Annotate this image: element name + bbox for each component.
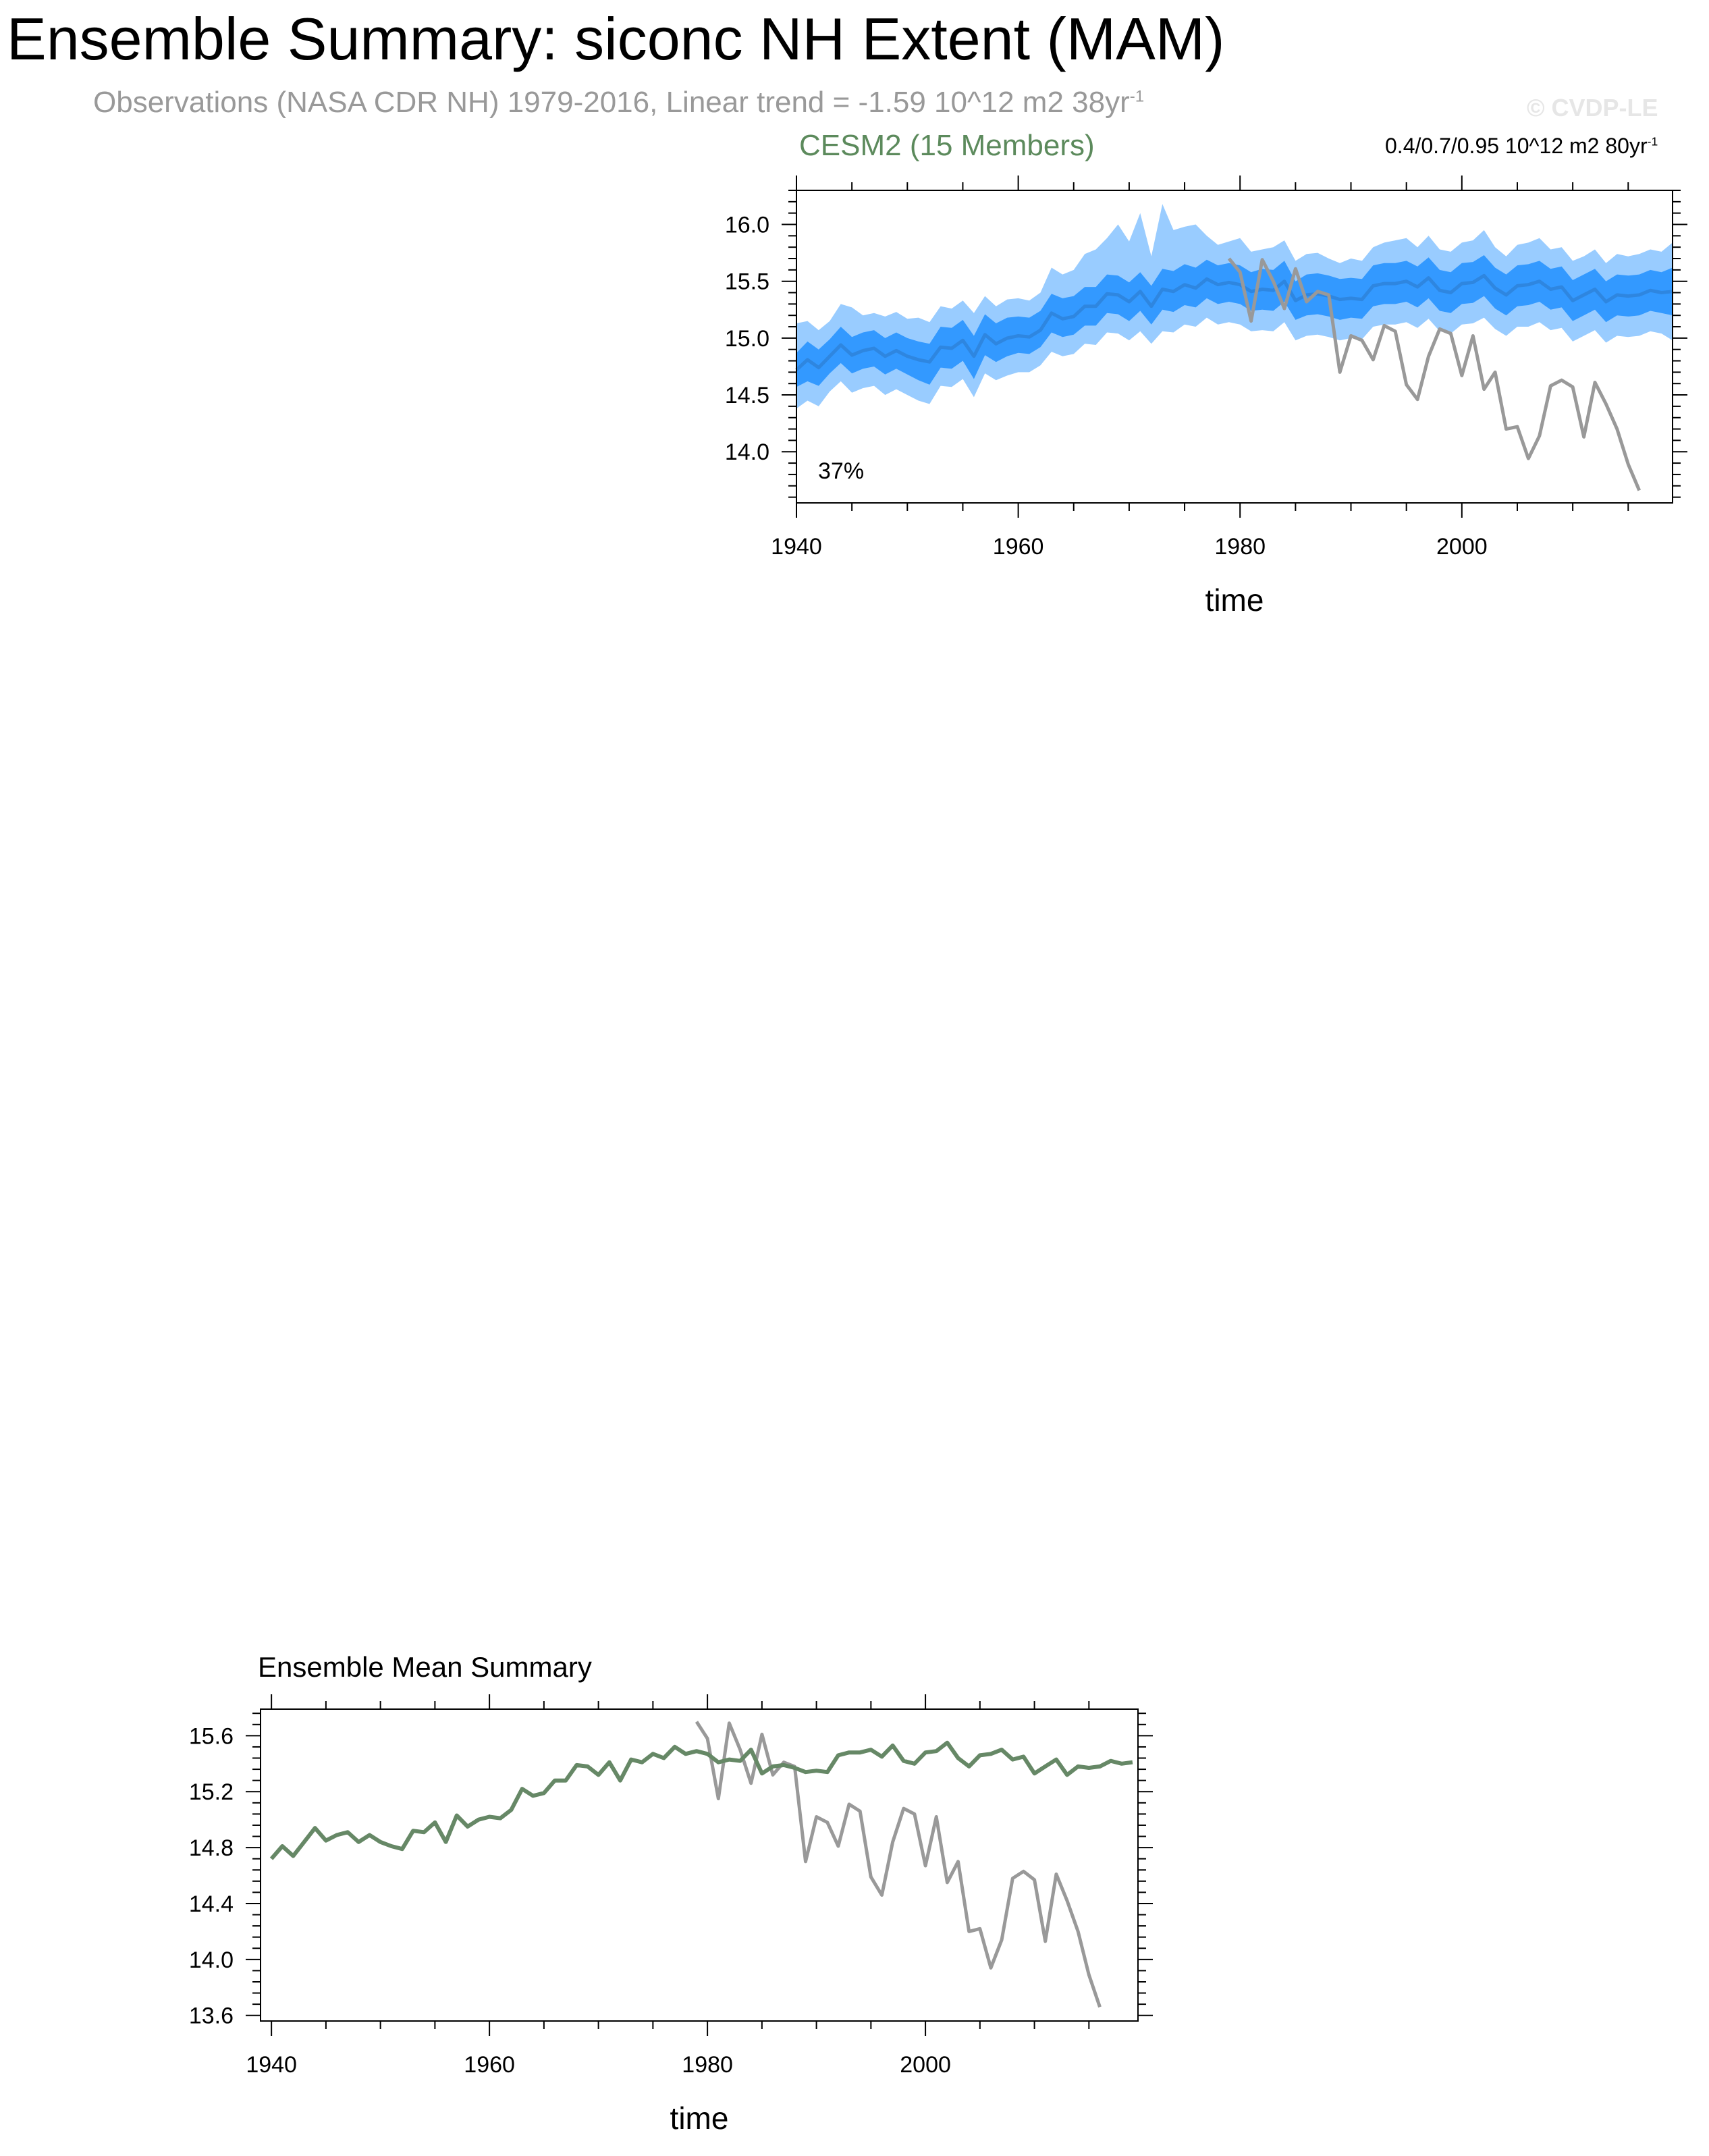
chart2-x-tick-label: 2000 xyxy=(900,2052,951,2078)
chart1-x-axis-title: time xyxy=(1205,583,1264,618)
chart1-y-tick-label: 15.5 xyxy=(724,269,769,295)
percentage-annotation: 37% xyxy=(818,458,865,484)
chart2-y-tick-label: 14.0 xyxy=(188,1947,234,1973)
model-spread-chart xyxy=(725,176,1687,618)
chart2-x-tick-label: 1940 xyxy=(246,2052,297,2078)
chart2-y-tick-label: 14.8 xyxy=(188,1835,234,1862)
observations-subtitle-text: Observations (NASA CDR NH) 1979-2016, Linear trend = -1.59 10^12 m2 38yr xyxy=(93,86,1130,119)
ensemble-mean-summary-chart xyxy=(189,1651,1153,2136)
chart1-y-tick-label: 15.0 xyxy=(724,325,769,352)
chart2-y-tick-label: 15.2 xyxy=(188,1779,234,1806)
chart1-x-tick-label: 1960 xyxy=(992,534,1044,560)
chart2-y-tick-label: 15.6 xyxy=(188,1723,234,1750)
chart1-y-tick-label: 14.5 xyxy=(724,383,769,409)
chart1-x-tick-label: 2000 xyxy=(1436,534,1488,560)
chart2-y-tick-label: 14.4 xyxy=(188,1891,234,1917)
trend-range-superscript: -1 xyxy=(1647,134,1658,149)
observations-subtitle-superscript: -1 xyxy=(1129,87,1145,106)
chart2-y-tick-label: 13.6 xyxy=(188,2003,234,2029)
model-panel-title: CESM2 (15 Members) xyxy=(799,129,1095,162)
chart2-x-axis-title: time xyxy=(670,2101,729,2136)
chart1-x-tick-label: 1940 xyxy=(771,534,822,560)
chart2-x-tick-label: 1960 xyxy=(464,2052,515,2078)
chart2-x-tick-label: 1980 xyxy=(682,2052,733,2078)
trend-range-text: 0.4/0.7/0.95 10^12 m2 80yr xyxy=(1385,134,1648,158)
ensemble-mean-summary-line xyxy=(271,1743,1133,1859)
copyright-watermark: © CVDP-LE xyxy=(1527,94,1658,122)
ensemble-mean-summary-title: Ensemble Mean Summary xyxy=(258,1651,592,1683)
chart1-x-tick-label: 1980 xyxy=(1214,534,1266,560)
chart1-y-tick-label: 14.0 xyxy=(724,439,769,466)
page-title: Ensemble Summary: siconc NH Extent (MAM) xyxy=(7,5,1225,72)
chart1-y-tick-label: 16.0 xyxy=(724,212,769,238)
